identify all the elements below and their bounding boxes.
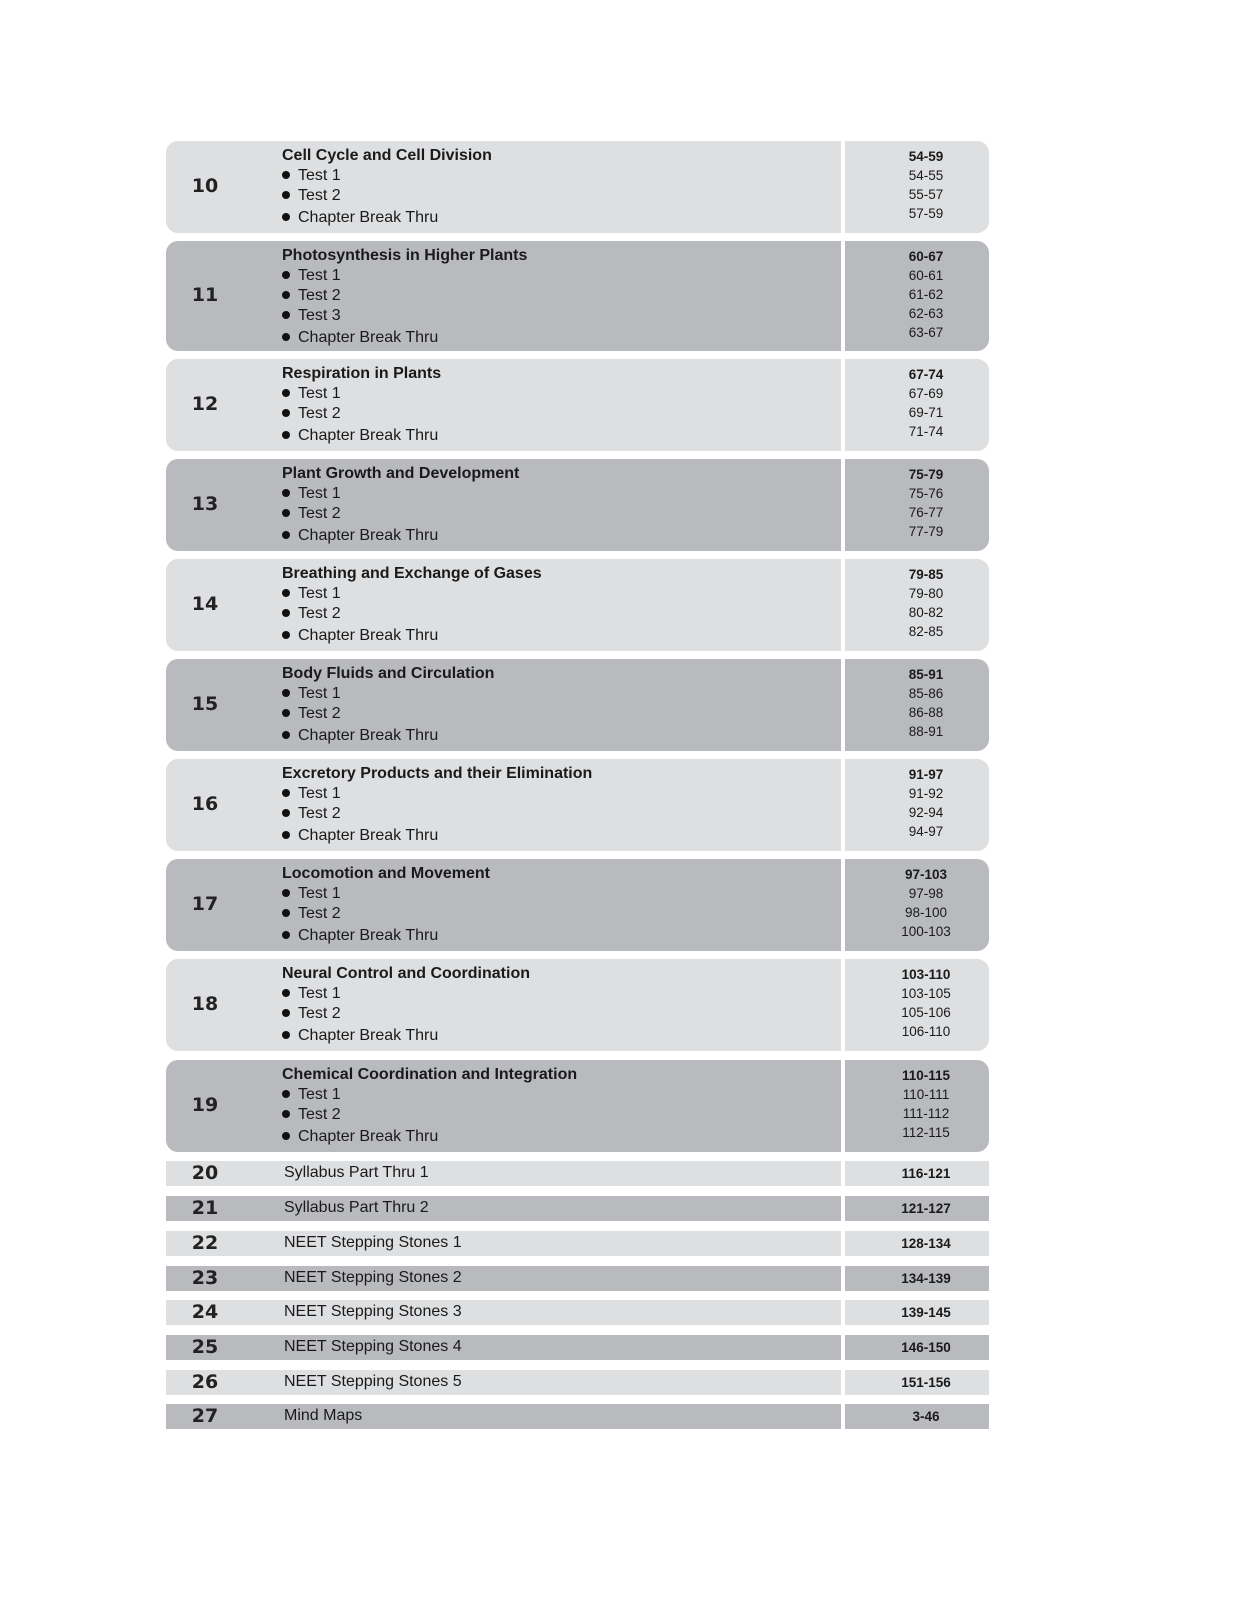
subitem-label: Test 1: [298, 1086, 341, 1103]
row-number: 26: [191, 1371, 219, 1393]
chapter-subitem: [282, 1005, 341, 1023]
bullet-icon: [282, 809, 290, 817]
subitem-label: Chapter Break Thru: [298, 1128, 439, 1145]
chapter-number: 16: [191, 793, 219, 815]
row-pages: 134-139: [901, 1271, 951, 1286]
row-number: 21: [191, 1197, 219, 1219]
subitem-pages: 103-105: [901, 986, 951, 1001]
chapter-title: Chemical Coordination and Integration: [282, 1066, 578, 1083]
bullet-icon: [282, 989, 290, 997]
chapter-title: Photosynthesis in Higher Plants: [282, 247, 528, 264]
chapter-subitem: [282, 505, 341, 523]
subitem-label: Test 2: [298, 805, 341, 822]
row-number: 24: [191, 1301, 219, 1323]
subitem-label: Chapter Break Thru: [298, 627, 439, 644]
bullet-icon: [282, 509, 290, 517]
subitem-label: Test 2: [298, 1005, 341, 1022]
row-number: 25: [191, 1336, 219, 1358]
subitem-label: Chapter Break Thru: [298, 1027, 439, 1044]
chapter-number: 14: [191, 593, 219, 615]
subitem-pages: 61-62: [908, 287, 944, 302]
row-band: [166, 1404, 841, 1429]
chapter-number: 13: [191, 493, 219, 515]
subitem-label: Test 1: [298, 167, 341, 184]
subitem-label: Chapter Break Thru: [298, 329, 439, 346]
chapter-subitem: [282, 329, 438, 347]
bullet-icon: [282, 389, 290, 397]
subitem-label: Chapter Break Thru: [298, 727, 439, 744]
bullet-icon: [282, 489, 290, 497]
row-band: [166, 1196, 841, 1221]
subitem-pages: 97-98: [908, 886, 944, 901]
chapter-subitem: [282, 727, 438, 745]
chapter-subitem: [282, 267, 341, 285]
subitem-pages: 106-110: [901, 1024, 951, 1039]
subitem-pages: 60-61: [908, 268, 944, 283]
subitem-label: Test 1: [298, 885, 341, 902]
chapter-band: [166, 859, 841, 951]
row-band: [166, 1266, 841, 1291]
row-pages: 116-121: [901, 1166, 951, 1181]
subitem-label: Test 2: [298, 705, 341, 722]
bullet-icon: [282, 1110, 290, 1118]
row-pages: 146-150: [901, 1340, 951, 1355]
row-band: [166, 1231, 841, 1256]
chapter-band: [166, 659, 841, 751]
subitem-pages: 94-97: [908, 824, 944, 839]
subitem-label: Test 2: [298, 1106, 341, 1123]
chapter-pages: 67-74: [908, 367, 944, 382]
bullet-icon: [282, 1090, 290, 1098]
subitem-pages: 77-79: [908, 524, 944, 539]
subitem-label: Test 2: [298, 505, 341, 522]
subitem-pages: 62-63: [908, 306, 944, 321]
bullet-icon: [282, 171, 290, 179]
bullet-icon: [282, 589, 290, 597]
row-band: [166, 1370, 841, 1395]
chapter-subitem: [282, 585, 341, 603]
subitem-pages: 91-92: [908, 786, 944, 801]
chapter-pages: 79-85: [908, 567, 944, 582]
row-label: Syllabus Part Thru 2: [284, 1199, 429, 1216]
chapter-title: Respiration in Plants: [282, 365, 442, 382]
chapter-number: 17: [191, 893, 219, 915]
subitem-label: Chapter Break Thru: [298, 527, 439, 544]
chapter-subitem: [282, 805, 341, 823]
bullet-icon: [282, 731, 290, 739]
chapter-subitem: [282, 427, 438, 445]
bullet-icon: [282, 191, 290, 199]
chapter-subitem: [282, 485, 341, 503]
chapter-title: Plant Growth and Development: [282, 465, 520, 482]
subitem-pages: 69-71: [908, 405, 944, 420]
chapter-pages: 110-115: [901, 1068, 951, 1083]
chapter-title: Excretory Products and their Elimination: [282, 765, 593, 782]
bullet-icon: [282, 1009, 290, 1017]
subitem-pages: 63-67: [908, 325, 944, 340]
bullet-icon: [282, 531, 290, 539]
subitem-pages: 92-94: [908, 805, 944, 820]
bullet-icon: [282, 409, 290, 417]
subitem-pages: 75-76: [908, 486, 944, 501]
subitem-label: Test 2: [298, 905, 341, 922]
subitem-pages: 112-115: [902, 1125, 950, 1140]
chapter-subitem: [282, 785, 341, 803]
subitem-label: Test 1: [298, 485, 341, 502]
subitem-pages: 98-100: [904, 905, 948, 920]
chapter-number: 18: [191, 993, 219, 1015]
chapter-number: 10: [191, 175, 219, 197]
row-number: 20: [191, 1162, 219, 1184]
bullet-icon: [282, 609, 290, 617]
subitem-label: Chapter Break Thru: [298, 927, 439, 944]
subitem-pages: 88-91: [908, 724, 944, 739]
subitem-label: Test 1: [298, 785, 341, 802]
subitem-pages: 86-88: [908, 705, 944, 720]
subitem-pages: 54-55: [908, 168, 944, 183]
subitem-label: Test 1: [298, 385, 341, 402]
subitem-pages: 55-57: [908, 187, 944, 202]
bullet-icon: [282, 831, 290, 839]
chapter-number: 19: [191, 1094, 219, 1116]
chapter-subitem: [282, 905, 341, 923]
chapter-subitem: [282, 985, 341, 1003]
row-pages: 3-46: [912, 1409, 940, 1424]
chapter-title: Neural Control and Coordination: [282, 965, 530, 982]
subitem-pages: 71-74: [908, 424, 944, 439]
subitem-pages: 105-106: [901, 1005, 951, 1020]
subitem-label: Test 2: [298, 605, 341, 622]
chapter-band: [166, 141, 841, 233]
subitem-pages: 110-111: [902, 1087, 950, 1102]
subitem-pages: 79-80: [908, 586, 944, 601]
bullet-icon: [282, 789, 290, 797]
row-band: [166, 1300, 841, 1325]
bullet-icon: [282, 709, 290, 717]
row-number: 22: [191, 1232, 219, 1254]
row-label: Syllabus Part Thru 1: [284, 1164, 429, 1181]
row-pages: 128-134: [901, 1236, 951, 1251]
chapter-number: 12: [191, 393, 219, 415]
row-label: NEET Stepping Stones 3: [284, 1303, 462, 1320]
subitem-label: Test 2: [298, 187, 341, 204]
chapter-subitem: [282, 1027, 438, 1045]
chapter-pages: 91-97: [908, 767, 944, 782]
bullet-icon: [282, 431, 290, 439]
chapter-subitem: [282, 605, 341, 623]
chapter-subitem: [282, 627, 438, 645]
subitem-pages: 57-59: [908, 206, 944, 221]
chapter-subitem: [282, 685, 341, 703]
chapter-subitem: [282, 209, 438, 227]
bullet-icon: [282, 311, 290, 319]
bullet-icon: [282, 931, 290, 939]
row-label: Mind Maps: [284, 1407, 363, 1424]
chapter-subitem: [282, 1086, 341, 1104]
bullet-icon: [282, 333, 290, 341]
subitem-pages: 67-69: [908, 386, 944, 401]
subitem-label: Chapter Break Thru: [298, 827, 439, 844]
bullet-icon: [282, 689, 290, 697]
chapter-title: Body Fluids and Circulation: [282, 665, 495, 682]
chapter-pages: 75-79: [908, 467, 944, 482]
row-label: NEET Stepping Stones 2: [284, 1269, 462, 1286]
chapter-pages: 54-59: [908, 149, 944, 164]
subitem-pages: 80-82: [908, 605, 944, 620]
row-band: [166, 1161, 841, 1186]
chapter-subitem: [282, 307, 341, 325]
row-band: [166, 1335, 841, 1360]
bullet-icon: [282, 213, 290, 221]
subitem-pages: 76-77: [908, 505, 944, 520]
row-label: NEET Stepping Stones 1: [284, 1234, 462, 1251]
chapter-subitem: [282, 405, 341, 423]
subitem-pages: 85-86: [908, 686, 944, 701]
subitem-label: Test 2: [298, 405, 341, 422]
bullet-icon: [282, 909, 290, 917]
subitem-label: Test 1: [298, 267, 341, 284]
row-pages: 151-156: [901, 1375, 951, 1390]
row-pages: 121-127: [901, 1201, 951, 1216]
chapter-number: 11: [191, 284, 219, 306]
subitem-label: Test 1: [298, 685, 341, 702]
bullet-icon: [282, 1132, 290, 1140]
chapter-subitem: [282, 885, 341, 903]
row-pages: 139-145: [901, 1305, 951, 1320]
chapter-subitem: [282, 287, 341, 305]
bullet-icon: [282, 631, 290, 639]
row-label: NEET Stepping Stones 5: [284, 1373, 462, 1390]
bullet-icon: [282, 271, 290, 279]
row-label: NEET Stepping Stones 4: [284, 1338, 462, 1355]
chapter-title: Locomotion and Movement: [282, 865, 490, 882]
chapter-subitem: [282, 385, 341, 403]
chapter-band: [166, 359, 841, 451]
chapter-subitem: [282, 827, 438, 845]
subitem-label: Test 2: [298, 287, 341, 304]
chapter-subitem: [282, 527, 438, 545]
subitem-label: Chapter Break Thru: [298, 427, 439, 444]
bullet-icon: [282, 889, 290, 897]
subitem-label: Test 1: [298, 585, 341, 602]
chapter-subitem: [282, 1128, 438, 1146]
chapter-subitem: [282, 187, 341, 205]
subitem-pages: 100-103: [901, 924, 951, 939]
chapter-pages: 103-110: [901, 967, 951, 982]
chapter-title: Breathing and Exchange of Gases: [282, 565, 542, 582]
row-number: 27: [191, 1405, 219, 1427]
subitem-label: Test 1: [298, 985, 341, 1002]
chapter-title: Cell Cycle and Cell Division: [282, 147, 492, 164]
chapter-pages: 97-103: [904, 867, 948, 882]
subitem-label: Chapter Break Thru: [298, 209, 439, 226]
subitem-pages: 82-85: [908, 624, 944, 639]
chapter-subitem: [282, 705, 341, 723]
chapter-pages: 60-67: [908, 249, 944, 264]
chapter-subitem: [282, 1106, 341, 1124]
subitem-pages: 111-112: [902, 1106, 950, 1121]
bullet-icon: [282, 1031, 290, 1039]
subitem-label: Test 3: [298, 307, 341, 324]
chapter-number: 15: [191, 693, 219, 715]
chapter-pages: 85-91: [908, 667, 944, 682]
chapter-subitem: [282, 167, 341, 185]
row-number: 23: [191, 1267, 219, 1289]
bullet-icon: [282, 291, 290, 299]
chapter-subitem: [282, 927, 438, 945]
